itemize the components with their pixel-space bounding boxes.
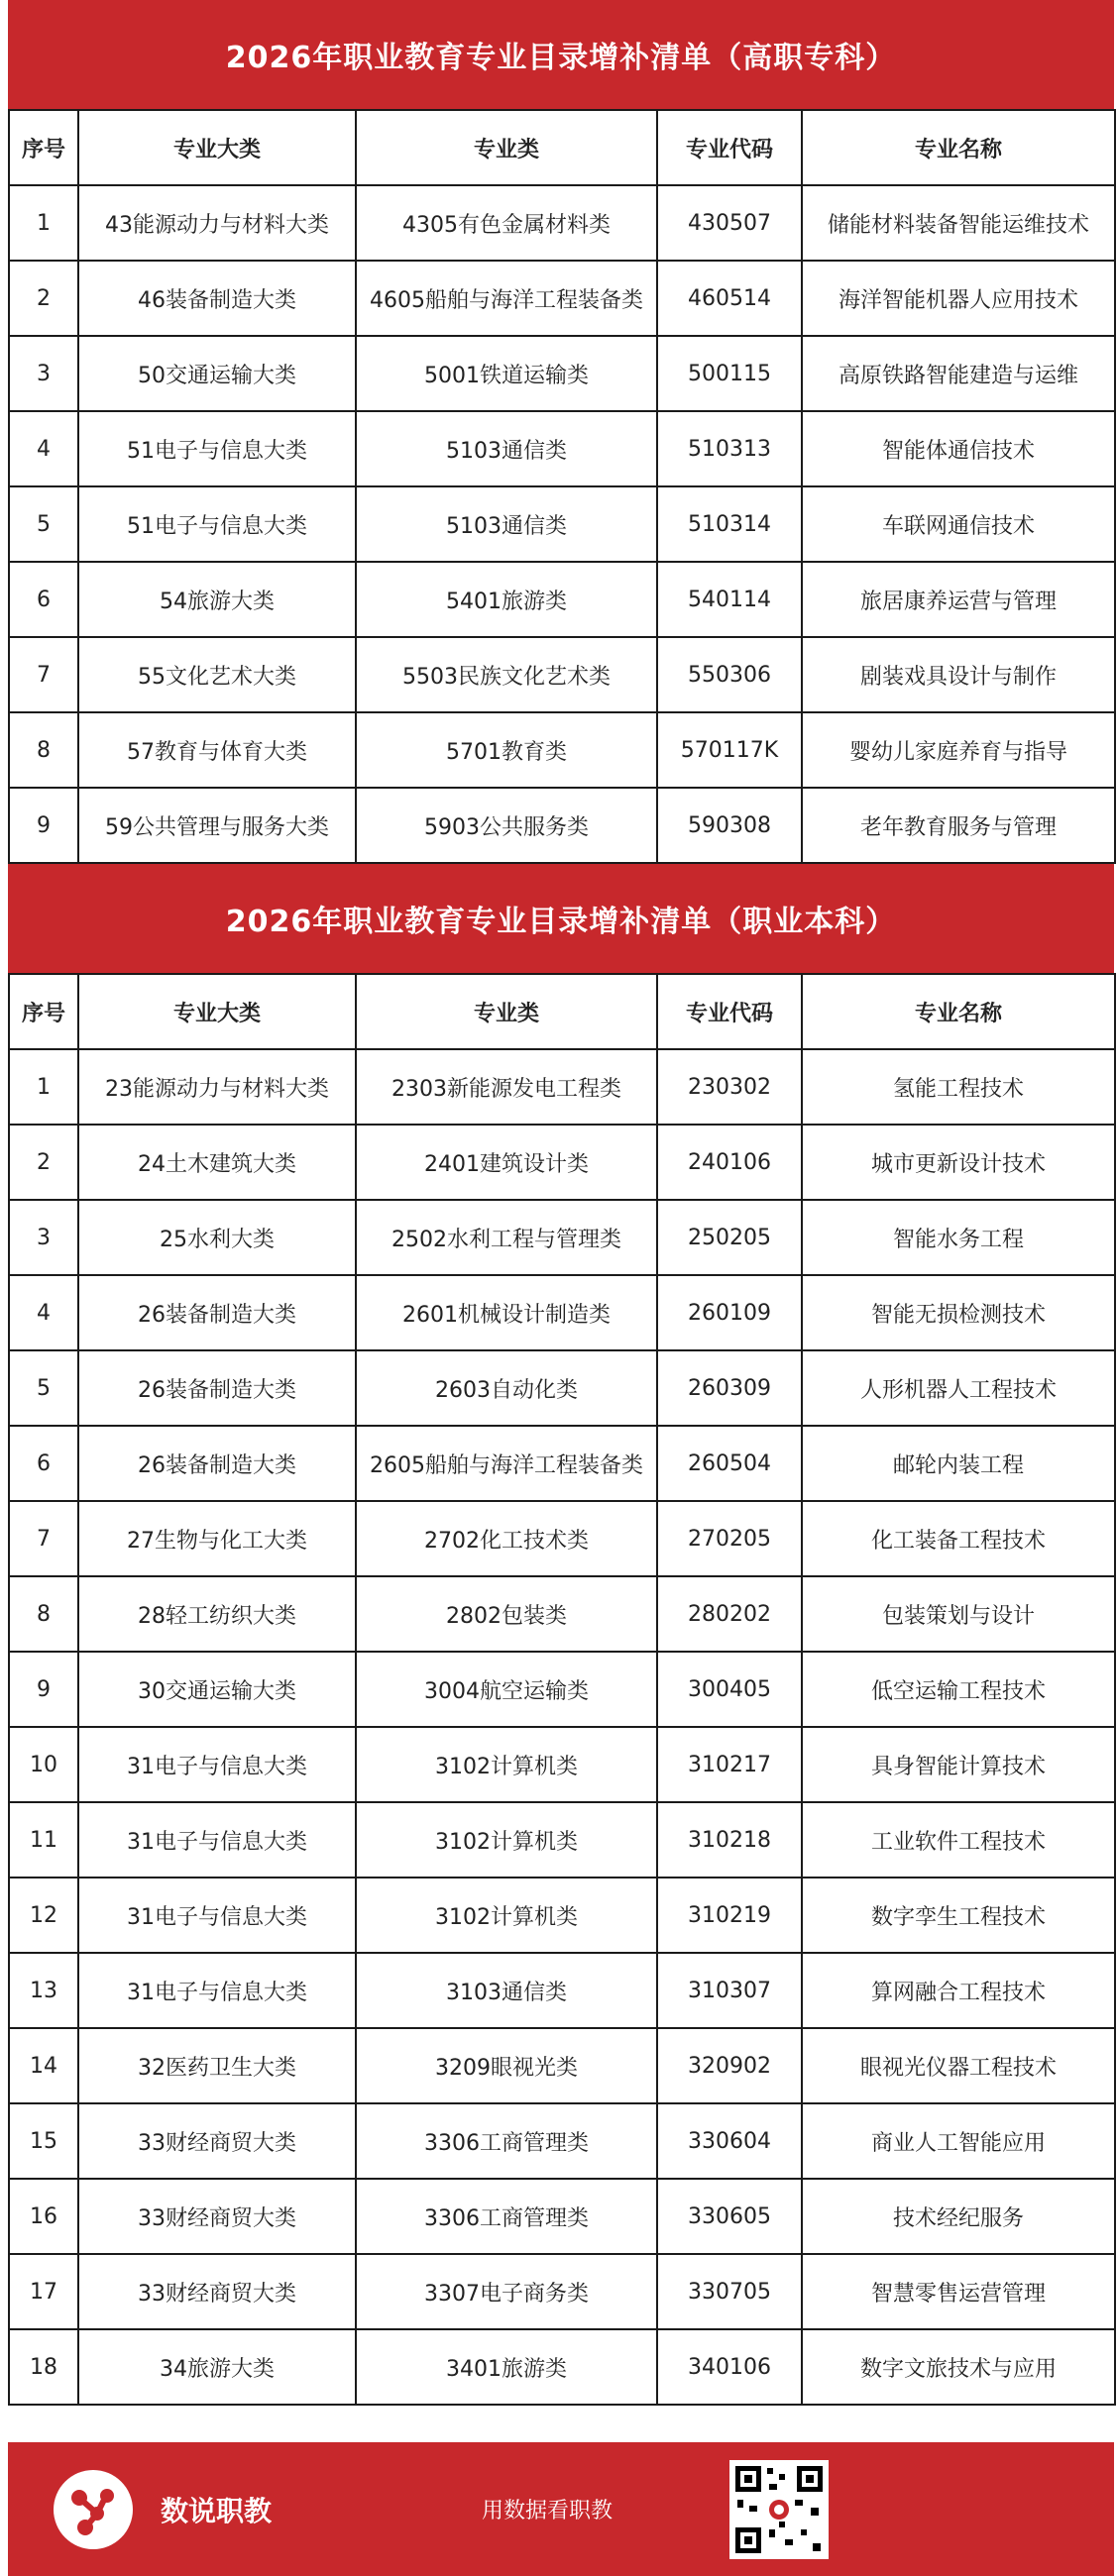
table-cell: 工业软件工程技术 xyxy=(802,1802,1115,1878)
table-cell: 1 xyxy=(9,185,78,261)
table-cell: 25水利大类 xyxy=(78,1200,356,1275)
table-cell: 3306工商管理类 xyxy=(356,2103,657,2179)
table-cell: 57教育与体育大类 xyxy=(78,712,356,788)
table-row xyxy=(9,1652,1115,1727)
table-row xyxy=(9,1727,1115,1802)
table-row xyxy=(9,1049,1115,1125)
table-row xyxy=(9,261,1115,336)
table-cell: 270205 xyxy=(657,1501,802,1576)
table-cell: 240106 xyxy=(657,1125,802,1200)
table-row xyxy=(9,2028,1115,2103)
table-cell: 50交通运输大类 xyxy=(78,336,356,411)
table-cell: 3 xyxy=(9,336,78,411)
table-cell: 33财经商贸大类 xyxy=(78,2103,356,2179)
table-cell: 6 xyxy=(9,562,78,637)
column-header: 专业名称 xyxy=(802,110,1115,185)
table-cell: 5701教育类 xyxy=(356,712,657,788)
table-row xyxy=(9,1426,1115,1501)
table-row xyxy=(9,486,1115,562)
table-cell: 眼视光仪器工程技术 xyxy=(802,2028,1115,2103)
table-cell: 54旅游大类 xyxy=(78,562,356,637)
table-cell: 婴幼儿家庭养育与指导 xyxy=(802,712,1115,788)
table-cell: 31电子与信息大类 xyxy=(78,1802,356,1878)
table-cell: 33财经商贸大类 xyxy=(78,2179,356,2254)
brand-name: 数说职教 xyxy=(161,2494,273,2527)
table-cell: 2 xyxy=(9,261,78,336)
table-cell: 2303新能源发电工程类 xyxy=(356,1049,657,1125)
qr-code-icon xyxy=(729,2460,829,2559)
table-cell: 8 xyxy=(9,712,78,788)
table-cell: 250205 xyxy=(657,1200,802,1275)
table-cell: 2702化工技术类 xyxy=(356,1501,657,1576)
table-cell: 5 xyxy=(9,1350,78,1426)
table-cell: 260504 xyxy=(657,1426,802,1501)
table-cell: 300405 xyxy=(657,1652,802,1727)
table-row xyxy=(9,1501,1115,1576)
table-cell: 510314 xyxy=(657,486,802,562)
table-cell: 6 xyxy=(9,1426,78,1501)
table-cell: 310218 xyxy=(657,1802,802,1878)
table-cell: 570117K xyxy=(657,712,802,788)
table-cell: 27生物与化工大类 xyxy=(78,1501,356,1576)
table-cell: 技术经纪服务 xyxy=(802,2179,1115,2254)
table-cell: 3102计算机类 xyxy=(356,1727,657,1802)
network-node-icon xyxy=(54,2470,133,2549)
table-cell: 230302 xyxy=(657,1049,802,1125)
column-header: 专业名称 xyxy=(802,974,1115,1049)
table-cell: 剧装戏具设计与制作 xyxy=(802,637,1115,712)
table-cell: 31电子与信息大类 xyxy=(78,1727,356,1802)
table-cell: 310219 xyxy=(657,1878,802,1953)
table-cell: 31电子与信息大类 xyxy=(78,1878,356,1953)
footer-bar xyxy=(8,2442,1114,2576)
table-cell: 13 xyxy=(9,1953,78,2028)
column-header: 专业类 xyxy=(356,974,657,1049)
table-row xyxy=(9,637,1115,712)
table-row xyxy=(9,712,1115,788)
table-cell: 330604 xyxy=(657,2103,802,2179)
table-cell: 310307 xyxy=(657,1953,802,2028)
table-cell: 邮轮内装工程 xyxy=(802,1426,1115,1501)
table-cell: 340106 xyxy=(657,2329,802,2405)
table-cell: 5401旅游类 xyxy=(356,562,657,637)
table-cell: 51电子与信息大类 xyxy=(78,411,356,486)
section1-title: 2026年职业教育专业目录增补清单（高职专科） xyxy=(8,0,1114,109)
table-cell: 4305有色金属材料类 xyxy=(356,185,657,261)
table-row xyxy=(9,788,1115,863)
column-header: 序号 xyxy=(9,110,78,185)
table-cell: 5103通信类 xyxy=(356,486,657,562)
table-row xyxy=(9,1878,1115,1953)
table-cell: 3 xyxy=(9,1200,78,1275)
table-cell: 智能水务工程 xyxy=(802,1200,1115,1275)
table-cell: 智能无损检测技术 xyxy=(802,1275,1115,1350)
table-cell: 5 xyxy=(9,486,78,562)
table-cell: 15 xyxy=(9,2103,78,2179)
table-cell: 化工装备工程技术 xyxy=(802,1501,1115,1576)
table-cell: 5001铁道运输类 xyxy=(356,336,657,411)
table-cell: 310217 xyxy=(657,1727,802,1802)
table-cell: 2502水利工程与管理类 xyxy=(356,1200,657,1275)
table-cell: 330705 xyxy=(657,2254,802,2329)
table-cell: 城市更新设计技术 xyxy=(802,1125,1115,1200)
table-cell: 数字文旅技术与应用 xyxy=(802,2329,1115,2405)
table-row xyxy=(9,1350,1115,1426)
section2-body xyxy=(9,1049,1115,2405)
table-cell: 500115 xyxy=(657,336,802,411)
table-cell: 2401建筑设计类 xyxy=(356,1125,657,1200)
table-cell: 5503民族文化艺术类 xyxy=(356,637,657,712)
table-cell: 2802包装类 xyxy=(356,1576,657,1652)
table-cell: 10 xyxy=(9,1727,78,1802)
table-cell: 3004航空运输类 xyxy=(356,1652,657,1727)
table-row xyxy=(9,2329,1115,2405)
table-row xyxy=(9,336,1115,411)
table-cell: 55文化艺术大类 xyxy=(78,637,356,712)
table-row xyxy=(9,1802,1115,1878)
table-cell: 2603自动化类 xyxy=(356,1350,657,1426)
table-cell: 低空运输工程技术 xyxy=(802,1652,1115,1727)
table-cell: 智慧零售运营管理 xyxy=(802,2254,1115,2329)
column-header: 序号 xyxy=(9,974,78,1049)
table-cell: 550306 xyxy=(657,637,802,712)
table-cell: 老年教育服务与管理 xyxy=(802,788,1115,863)
table-cell: 540114 xyxy=(657,562,802,637)
table-cell: 26装备制造大类 xyxy=(78,1275,356,1350)
table-row xyxy=(9,411,1115,486)
table-cell: 高原铁路智能建造与运维 xyxy=(802,336,1115,411)
table-cell: 260109 xyxy=(657,1275,802,1350)
table-cell: 9 xyxy=(9,788,78,863)
table-cell: 3102计算机类 xyxy=(356,1802,657,1878)
table-cell: 590308 xyxy=(657,788,802,863)
table-cell: 460514 xyxy=(657,261,802,336)
table-cell: 24土木建筑大类 xyxy=(78,1125,356,1200)
table-cell: 4 xyxy=(9,411,78,486)
table-row xyxy=(9,1953,1115,2028)
table-cell: 算网融合工程技术 xyxy=(802,1953,1115,2028)
table-cell: 7 xyxy=(9,1501,78,1576)
section2-title: 2026年职业教育专业目录增补清单（职业本科） xyxy=(8,864,1114,973)
table-cell: 4 xyxy=(9,1275,78,1350)
table-header-row xyxy=(9,974,1115,1049)
section1-body xyxy=(9,185,1115,863)
table-cell: 人形机器人工程技术 xyxy=(802,1350,1115,1426)
table-cell: 510313 xyxy=(657,411,802,486)
table-cell: 14 xyxy=(9,2028,78,2103)
table-cell: 11 xyxy=(9,1802,78,1878)
table-cell: 7 xyxy=(9,637,78,712)
table-cell: 5103通信类 xyxy=(356,411,657,486)
table-cell: 储能材料装备智能运维技术 xyxy=(802,185,1115,261)
table-row xyxy=(9,1576,1115,1652)
table-row xyxy=(9,2179,1115,2254)
table-cell: 商业人工智能应用 xyxy=(802,2103,1115,2179)
column-header: 专业大类 xyxy=(78,110,356,185)
table-cell: 海洋智能机器人应用技术 xyxy=(802,261,1115,336)
table-cell: 26装备制造大类 xyxy=(78,1350,356,1426)
table-cell: 30交通运输大类 xyxy=(78,1652,356,1727)
table-cell: 18 xyxy=(9,2329,78,2405)
slogan: 用数据看职教 xyxy=(482,2499,614,2523)
table-cell: 具身智能计算技术 xyxy=(802,1727,1115,1802)
table-cell: 28轻工纺织大类 xyxy=(78,1576,356,1652)
table-row xyxy=(9,562,1115,637)
table-cell: 32医药卫生大类 xyxy=(78,2028,356,2103)
table-row xyxy=(9,1125,1115,1200)
document xyxy=(8,0,1114,2576)
table-cell: 59公共管理与服务大类 xyxy=(78,788,356,863)
table-header-row xyxy=(9,110,1115,185)
table-cell: 16 xyxy=(9,2179,78,2254)
table-cell: 12 xyxy=(9,1878,78,1953)
table-cell: 3401旅游类 xyxy=(356,2329,657,2405)
table-cell: 330605 xyxy=(657,2179,802,2254)
table-row xyxy=(9,1200,1115,1275)
table-cell: 23能源动力与材料大类 xyxy=(78,1049,356,1125)
table-cell: 1 xyxy=(9,1049,78,1125)
table-cell: 3307电子商务类 xyxy=(356,2254,657,2329)
table-cell: 智能体通信技术 xyxy=(802,411,1115,486)
section2-table xyxy=(8,973,1116,2406)
table-cell: 2605船舶与海洋工程装备类 xyxy=(356,1426,657,1501)
table-cell: 46装备制造大类 xyxy=(78,261,356,336)
column-header: 专业类 xyxy=(356,110,657,185)
table-cell: 26装备制造大类 xyxy=(78,1426,356,1501)
table-cell: 31电子与信息大类 xyxy=(78,1953,356,2028)
table-cell: 43能源动力与材料大类 xyxy=(78,185,356,261)
table-cell: 51电子与信息大类 xyxy=(78,486,356,562)
table-row xyxy=(9,1275,1115,1350)
table-row xyxy=(9,2254,1115,2329)
table-cell: 数字孪生工程技术 xyxy=(802,1878,1115,1953)
table-row xyxy=(9,2103,1115,2179)
table-cell: 2 xyxy=(9,1125,78,1200)
table-cell: 5903公共服务类 xyxy=(356,788,657,863)
table-cell: 3103通信类 xyxy=(356,1953,657,2028)
table-cell: 430507 xyxy=(657,185,802,261)
table-cell: 旅居康养运营与管理 xyxy=(802,562,1115,637)
table-cell: 氢能工程技术 xyxy=(802,1049,1115,1125)
table-cell: 33财经商贸大类 xyxy=(78,2254,356,2329)
table-cell: 2601机械设计制造类 xyxy=(356,1275,657,1350)
column-header: 专业代码 xyxy=(657,974,802,1049)
table-cell: 9 xyxy=(9,1652,78,1727)
table-cell: 3209眼视光类 xyxy=(356,2028,657,2103)
table-cell: 8 xyxy=(9,1576,78,1652)
section1-table xyxy=(8,109,1116,864)
table-cell: 34旅游大类 xyxy=(78,2329,356,2405)
table-row xyxy=(9,185,1115,261)
table-cell: 3102计算机类 xyxy=(356,1878,657,1953)
table-cell: 3306工商管理类 xyxy=(356,2179,657,2254)
column-header: 专业大类 xyxy=(78,974,356,1049)
table-cell: 280202 xyxy=(657,1576,802,1652)
column-header: 专业代码 xyxy=(657,110,802,185)
table-cell: 260309 xyxy=(657,1350,802,1426)
table-cell: 320902 xyxy=(657,2028,802,2103)
table-cell: 车联网通信技术 xyxy=(802,486,1115,562)
table-cell: 包装策划与设计 xyxy=(802,1576,1115,1652)
table-cell: 4605船舶与海洋工程装备类 xyxy=(356,261,657,336)
table-cell: 17 xyxy=(9,2254,78,2329)
